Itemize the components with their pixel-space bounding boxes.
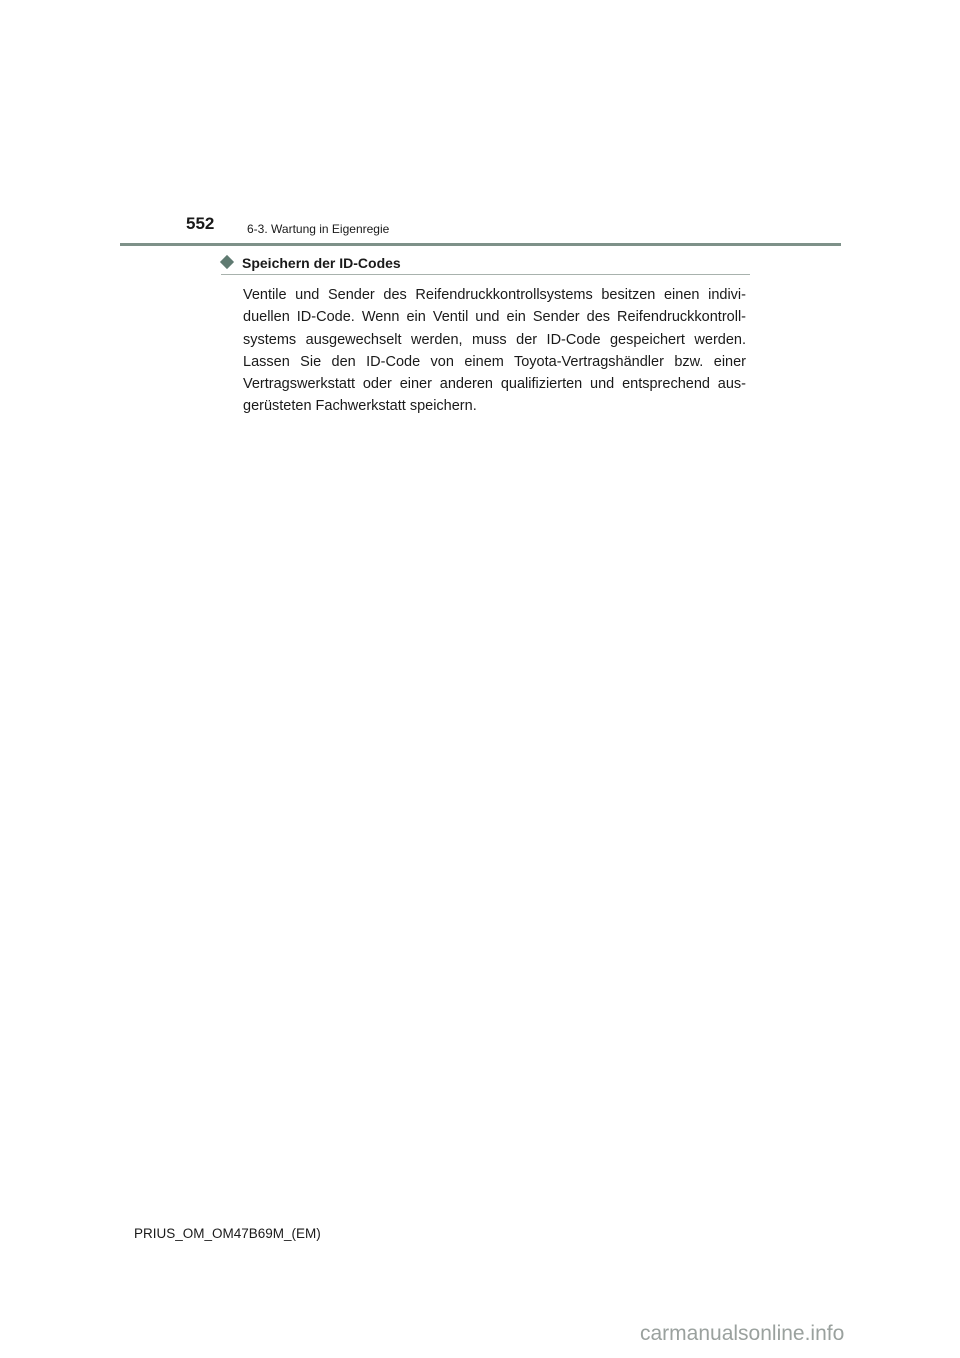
page-number: 552	[186, 214, 215, 233]
paragraph-line: gerüsteten Fachwerkstatt speichern.	[243, 398, 477, 415]
running-header-title: 6-3. Wartung in Eigenregie	[247, 222, 390, 236]
diamond-bullet-icon	[220, 255, 234, 269]
body-paragraph	[243, 284, 746, 418]
footer-document-code: PRIUS_OM_OM47B69M_(EM)	[134, 1226, 321, 1241]
paragraph-line: Vertragswerkstatt oder einer anderen qualifizierten und entsprechend aus-	[243, 376, 746, 393]
section-heading	[221, 254, 750, 275]
watermark: carmanualsonline.info	[640, 1322, 845, 1345]
paragraph-line: Lassen Sie den ID-Code von einem Toyota-Vertragshändler bzw. einer	[243, 353, 746, 370]
header-rule	[120, 243, 841, 246]
section-title: Speichern der ID-Codes	[242, 255, 401, 271]
paragraph-line: Ventile und Sender des Reifendruckkontrollsystems besitzen einen indivi-	[243, 287, 746, 303]
paragraph-line: systems ausgewechselt werden, muss der ID-Code gespeichert werden.	[243, 331, 746, 348]
paragraph-line: duellen ID-Code. Wenn ein Ventil und ein Sender des Reifendruckkontroll-	[243, 309, 746, 326]
